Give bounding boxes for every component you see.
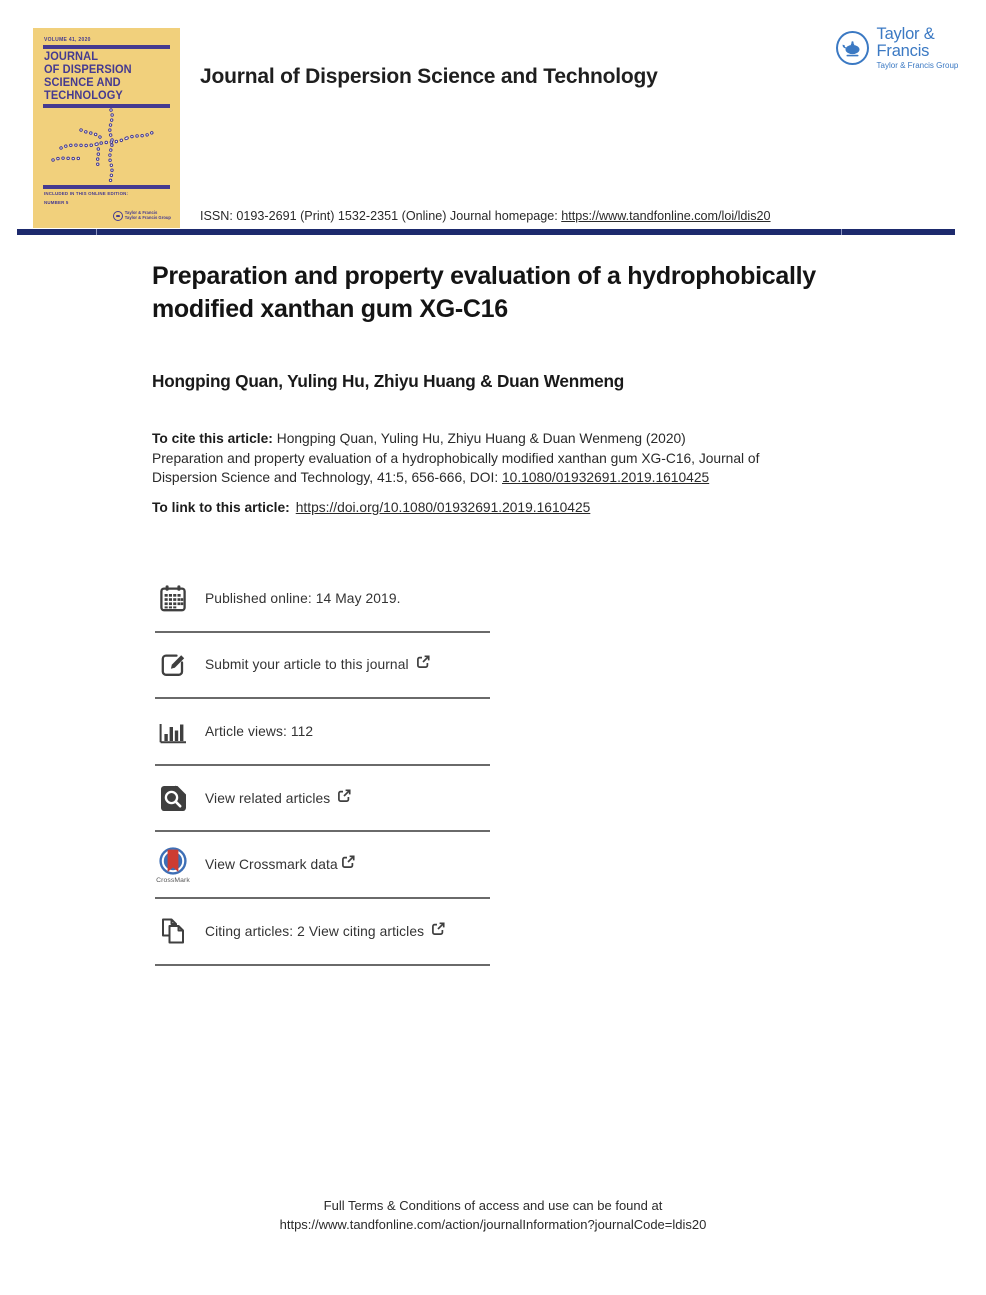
divider-seam: [96, 229, 97, 235]
related-articles-text: View related articles: [205, 790, 331, 806]
journal-title: Journal of Dispersion Science and Technology: [200, 65, 658, 88]
cover-rule: [43, 185, 170, 189]
crossmark-text: View Crossmark data: [205, 857, 338, 873]
article-doi-url-link[interactable]: https://doi.org/10.1080/01932691.2019.1610425: [295, 500, 591, 515]
issn-line: [200, 209, 771, 223]
crossmark-caption: CrossMark: [156, 876, 190, 884]
cover-rule: [43, 104, 170, 108]
external-link-icon: [431, 922, 445, 941]
crossmark-logo-icon: [155, 846, 191, 884]
article-link-line: [152, 500, 590, 515]
submit-article-text: Submit your article to this journal: [205, 657, 409, 673]
link-label: To link to this article:: [152, 500, 290, 515]
article-authors: Hongping Quan, Yuling Hu, Zhiyu Huang & Duan Wenmeng: [152, 371, 625, 391]
taylor-francis-mini-logo-icon: [113, 211, 123, 221]
doi-link[interactable]: 10.1080/01932691.2019.1610425: [502, 470, 710, 485]
published-online-row: [155, 566, 490, 633]
submit-pencil-icon: [155, 651, 191, 678]
submit-article-row[interactable]: [155, 633, 490, 700]
cover-number-line: NUMBER 5: [44, 200, 69, 205]
terms-footer-line1: Full Terms & Conditions of access and use can be found at: [323, 1198, 663, 1213]
terms-footer-line2: https://www.tandfonline.com/action/journalInformation?journalCode=ldis20: [279, 1217, 707, 1232]
action-list: [155, 566, 490, 966]
cite-line-2: Preparation and property evaluation of a hydrophobically modified xanthan gum XG-C16, Journal of: [152, 450, 760, 466]
header-divider-bar: [17, 229, 955, 235]
cover-volume-line: VOLUME 41, 2020: [44, 37, 91, 43]
related-articles-icon: [155, 785, 191, 812]
cover-rule: [43, 45, 170, 49]
published-online-text: Published online: 14 May 2019.: [205, 590, 401, 606]
crossmark-row[interactable]: [155, 832, 490, 899]
external-link-icon: [341, 855, 355, 874]
article-title: Preparation and property evaluation of a hydrophobically modified xanthan gum XG-C16: [152, 262, 816, 323]
taylor-francis-lamp-icon: [836, 31, 869, 65]
publisher-group: Taylor & Francis Group: [876, 61, 959, 70]
publisher-name: Taylor & Francis: [876, 25, 935, 60]
cite-line-1: Hongping Quan, Yuling Hu, Zhiyu Huang & Duan Wenmeng (2020): [272, 431, 686, 446]
journal-homepage-link[interactable]: https://www.tandfonline.com/loi/ldis20: [561, 209, 771, 223]
external-link-icon: [416, 655, 430, 674]
journal-cover: [33, 28, 180, 228]
citation-block: [152, 429, 862, 488]
journal-cover-art: [33, 28, 180, 228]
cover-publisher-mark: Taylor & Francis Taylor & Francis Group: [113, 211, 171, 221]
calendar-icon: [155, 585, 191, 612]
article-views-text: Article views: 112: [205, 723, 314, 739]
article-views-row: [155, 699, 490, 766]
cover-included-line: INCLUDED IN THIS ONLINE EDITION:: [44, 191, 129, 196]
divider-seam: [841, 229, 842, 235]
issn-text: ISSN: 0193-2691 (Print) 1532-2351 (Online) Journal homepage:: [200, 209, 562, 223]
cite-label: To cite this article:: [152, 431, 273, 446]
molecule-illustration-icon: [41, 108, 172, 183]
publisher-logo[interactable]: [836, 26, 986, 70]
bar-chart-icon: [155, 718, 191, 744]
terms-footer: [0, 1196, 986, 1234]
citing-articles-row[interactable]: [155, 899, 490, 966]
external-link-icon: [337, 789, 351, 808]
cite-line-3: Dispersion Science and Technology, 41:5, 656-666, DOI:: [152, 470, 502, 485]
cover-journal-title: JOURNAL OF DISPERSION SCIENCE AND TECHNOLOGY: [44, 51, 132, 102]
citing-articles-text: Citing articles: 2 View citing articles: [205, 923, 425, 939]
citing-articles-icon: [155, 917, 191, 945]
related-articles-row[interactable]: [155, 766, 490, 833]
